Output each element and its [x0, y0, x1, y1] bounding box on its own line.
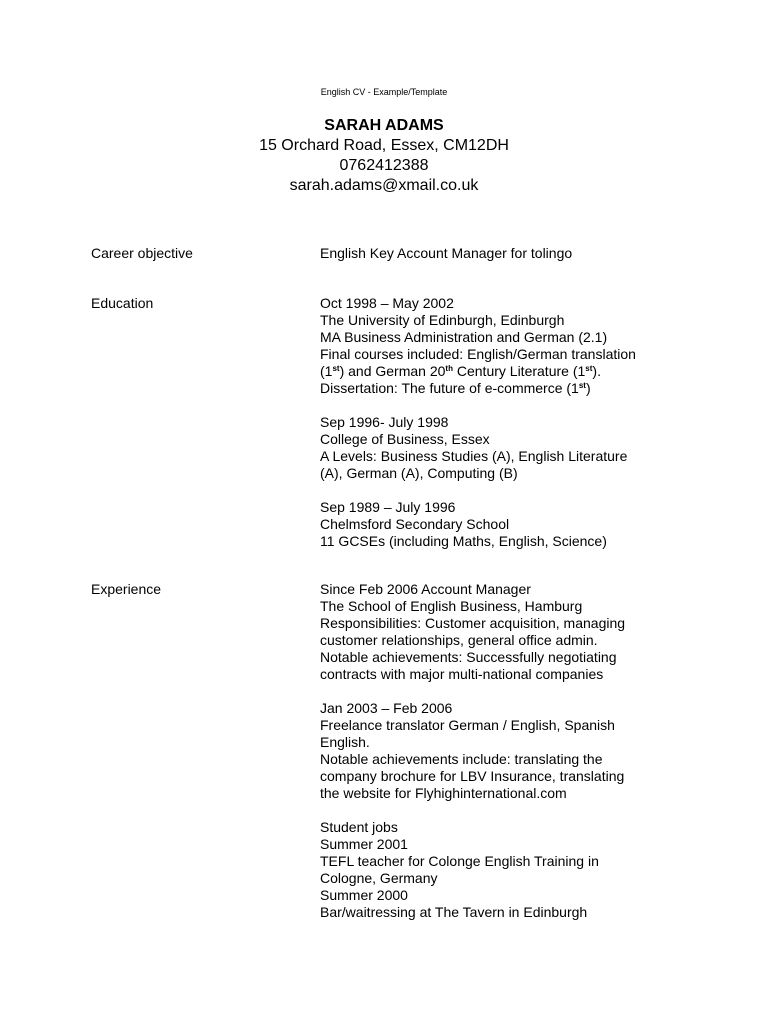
job-achievements: Notable achievements: Successfully negotiating — [320, 649, 617, 665]
job-role-continued: English. — [320, 734, 370, 750]
education-school: The University of Edinburgh, Edinburgh — [320, 312, 565, 328]
student-job-description: TEFL teacher for Colonge English Training in — [320, 853, 599, 869]
job-date: Jan 2003 – Feb 2006 — [320, 700, 453, 716]
job-title: Since Feb 2006 Account Manager — [320, 581, 531, 597]
education-school: College of Business, Essex — [320, 431, 490, 447]
job-achievements-continued: the website for Flyhighinternational.com — [320, 785, 567, 801]
document-title: English CV - Example/Template — [320, 87, 448, 97]
experience-label: Experience — [91, 581, 162, 597]
education-courses: Final courses included: English/German translation — [320, 346, 636, 362]
address: 15 Orchard Road, Essex, CM12DH — [259, 137, 509, 154]
education-alevels: A Levels: Business Studies (A), English Literature — [320, 448, 628, 464]
education-date: Sep 1989 – July 1996 — [320, 499, 456, 515]
education-dissertation: Dissertation: The future of e-commerce (1st) — [320, 380, 591, 396]
phone-number: 0762412388 — [339, 157, 429, 174]
education-entry — [320, 499, 690, 550]
education-label: Education — [91, 295, 154, 311]
education-entry — [320, 295, 690, 397]
student-jobs-heading: Student jobs — [320, 819, 398, 835]
experience-entry — [320, 700, 690, 802]
education-date: Sep 1996- July 1998 — [320, 414, 449, 430]
email-address: sarah.adams@xmail.co.uk — [289, 177, 479, 194]
education-alevels-continued: (A), German (A), Computing (B) — [320, 465, 518, 481]
education-degree: MA Business Administration and German (2.1) — [320, 329, 608, 345]
education-content — [320, 295, 690, 550]
job-responsibilities-continued: customer relationships, general office admin. — [320, 632, 598, 648]
student-job-description-continued: Cologne, Germany — [320, 870, 438, 886]
education-entry — [320, 414, 690, 482]
job-achievements: Notable achievements include: translating the — [320, 751, 603, 767]
job-achievements-continued: contracts with major multi-national companies — [320, 666, 604, 682]
job-achievements-continued: company brochure for LBV Insurance, translating — [320, 768, 625, 784]
career-objective-content — [320, 245, 690, 262]
document-header — [0, 86, 768, 98]
job-company: The School of English Business, Hamburg — [320, 598, 583, 614]
experience-content — [320, 581, 690, 921]
contact-block — [0, 116, 768, 196]
candidate-name: SARAH ADAMS — [324, 117, 444, 134]
education-date: Oct 1998 – May 2002 — [320, 295, 454, 311]
career-objective-label: Career objective — [91, 245, 193, 261]
experience-entry — [320, 581, 690, 683]
career-objective-text: English Key Account Manager for tolingo — [320, 245, 573, 261]
student-job-description: Bar/waitressing at The Tavern in Edinburgh — [320, 904, 588, 920]
student-job-date: Summer 2000 — [320, 887, 408, 903]
education-gcses: 11 GCSEs (including Maths, English, Science) — [320, 533, 607, 549]
student-job-date: Summer 2001 — [320, 836, 408, 852]
education-courses-continued: (1st) and German 20th Century Literature (1st). — [320, 363, 601, 379]
job-responsibilities: Responsibilities: Customer acquisition, managing — [320, 615, 626, 631]
job-role: Freelance translator German / English, Spanish — [320, 717, 615, 733]
student-jobs-entry — [320, 819, 690, 921]
education-school: Chelmsford Secondary School — [320, 516, 510, 532]
